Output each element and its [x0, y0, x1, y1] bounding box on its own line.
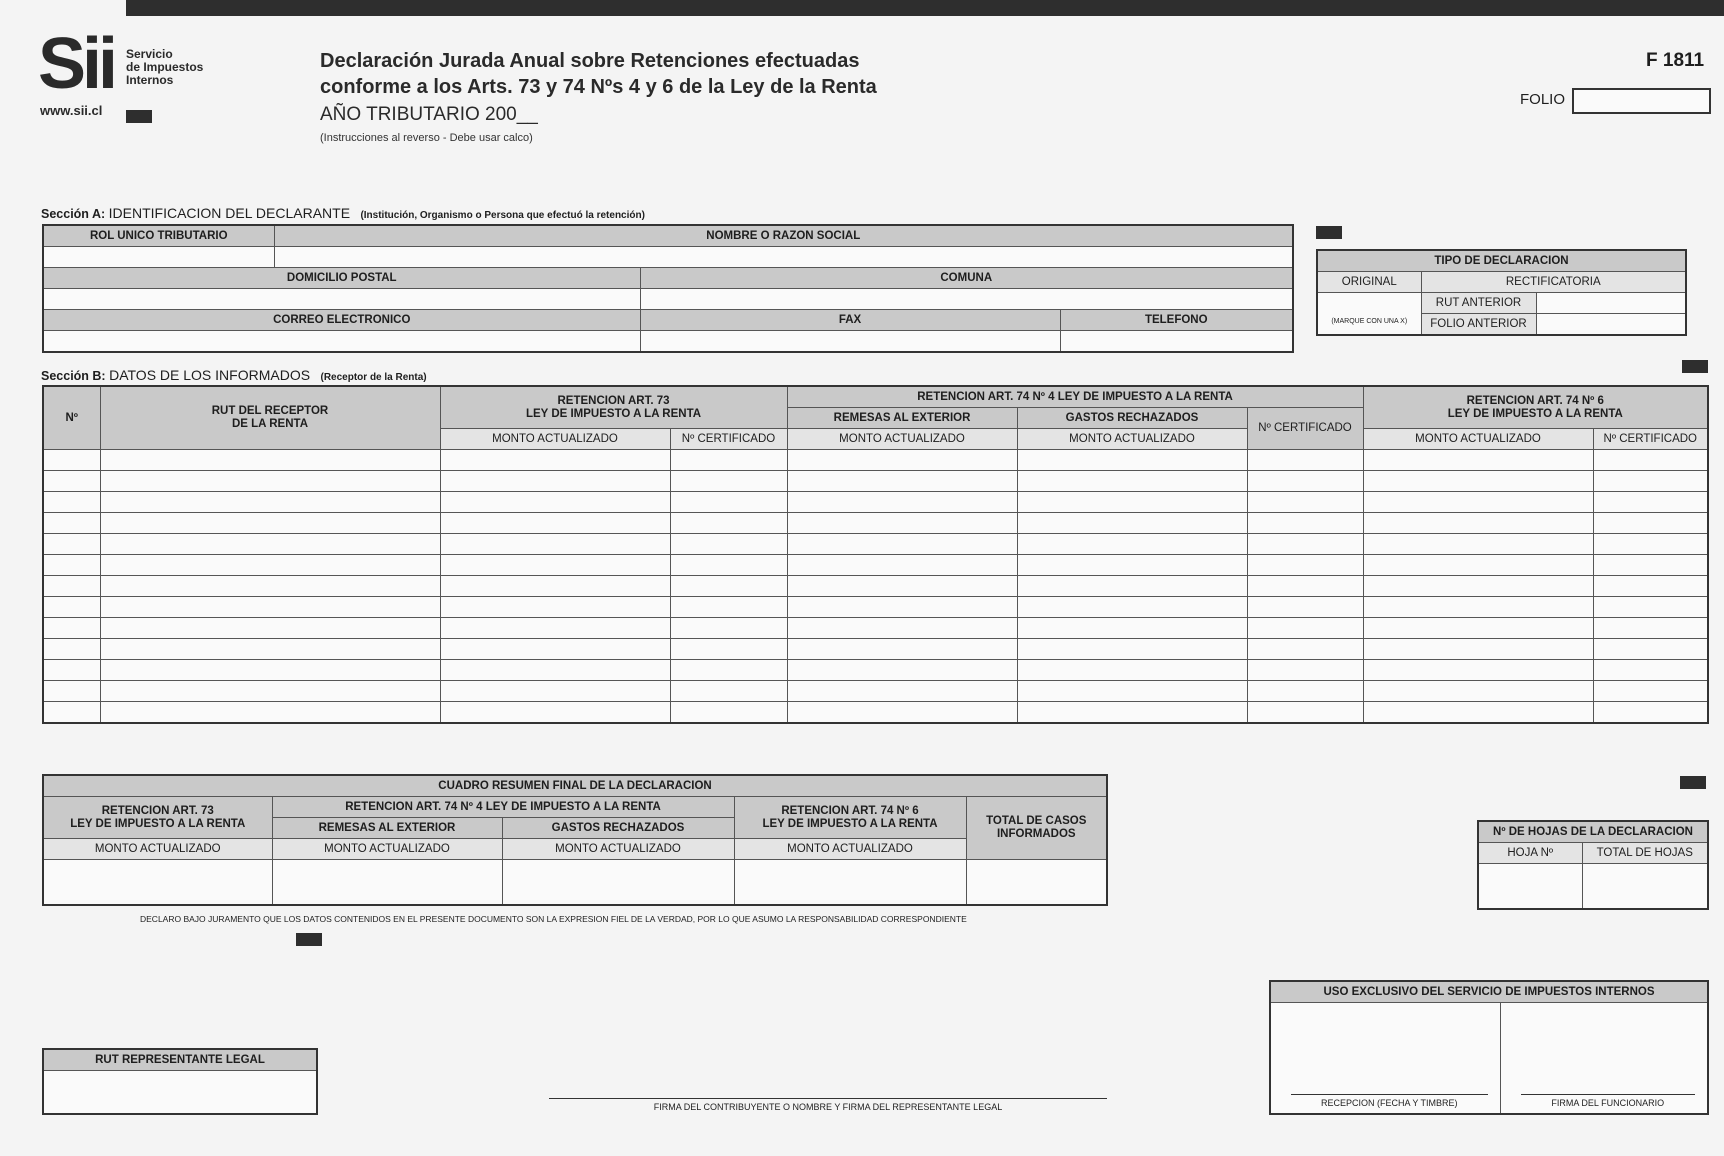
rectificatoria-label: RECTIFICATORIA: [1421, 272, 1686, 293]
rut-field[interactable]: [43, 247, 274, 268]
ret74-4-certificado-cell[interactable]: [1247, 576, 1363, 597]
table-row: [43, 555, 1708, 576]
name-label: NOMBRE O RAZON SOCIAL: [274, 225, 1293, 247]
gastos-monto-cell[interactable]: [1017, 492, 1247, 513]
registration-mark: [1682, 360, 1708, 373]
section-a-heading: Sección A: IDENTIFICACION DEL DECLARANTE (Institución, Organismo o Persona que efectuó la retención): [41, 205, 645, 221]
agency-name: Servicio de Impuestos Internos: [126, 47, 204, 87]
gastos-monto-cell[interactable]: [1017, 618, 1247, 639]
legal-rep-field[interactable]: [43, 1071, 317, 1115]
name-field[interactable]: [274, 247, 1293, 268]
summary-ret74-6-header: RETENCION ART. 74 Nº 6 LEY DE IMPUESTO A LA RENTA: [734, 797, 966, 839]
ret73-certificado-cell[interactable]: [670, 492, 787, 513]
ret74-6-monto-cell[interactable]: [1363, 702, 1593, 724]
declaration-type-title: TIPO DE DECLARACION: [1317, 250, 1686, 272]
rut-receptor-cell[interactable]: [100, 681, 440, 702]
rut-receptor-cell[interactable]: [100, 618, 440, 639]
ret74-6-certificado-cell[interactable]: [1593, 555, 1708, 576]
ret73-monto-cell[interactable]: [440, 660, 670, 681]
ret73-certificado-cell[interactable]: [670, 513, 787, 534]
ret74-6-monto-cell[interactable]: [1363, 576, 1593, 597]
fax-label: FAX: [640, 310, 1060, 331]
remesas-monto-cell[interactable]: [787, 660, 1017, 681]
summary-monto-header: MONTO ACTUALIZADO: [43, 839, 272, 860]
remesas-monto-cell[interactable]: [787, 492, 1017, 513]
row-number-cell[interactable]: [43, 576, 100, 597]
ret74-6-monto-cell[interactable]: [1363, 555, 1593, 576]
certificado-header: Nº CERTIFICADO: [1593, 429, 1708, 450]
remesas-monto-cell[interactable]: [787, 513, 1017, 534]
folio-field[interactable]: [1572, 88, 1711, 114]
sii-url: www.sii.cl: [40, 103, 103, 118]
monto-header: MONTO ACTUALIZADO: [1363, 429, 1593, 450]
remesas-monto-cell[interactable]: [787, 576, 1017, 597]
registration-mark: [126, 110, 152, 123]
row-number-cell[interactable]: [43, 513, 100, 534]
ret74-4-certificado-cell[interactable]: [1247, 618, 1363, 639]
rut-receptor-cell[interactable]: [100, 555, 440, 576]
ret74-6-monto-cell[interactable]: [1363, 471, 1593, 492]
ret74-6-monto-cell[interactable]: [1363, 534, 1593, 555]
sheets-table: [1477, 820, 1709, 910]
gastos-monto-cell[interactable]: [1017, 702, 1247, 724]
recipients-table: [42, 385, 1709, 724]
rut-receptor-cell[interactable]: [100, 471, 440, 492]
rut-receptor-cell[interactable]: [100, 660, 440, 681]
ret73-monto-cell[interactable]: [440, 702, 670, 724]
email-field[interactable]: [43, 331, 640, 353]
ret73-header: RETENCION ART. 73 LEY DE IMPUESTO A LA RENTA: [440, 386, 787, 429]
remesas-monto-cell[interactable]: [787, 534, 1017, 555]
mark-hint: (MARQUE CON UNA X): [1331, 318, 1408, 325]
ret74-6-certificado-cell[interactable]: [1593, 576, 1708, 597]
sheets-title: Nº DE HOJAS DE LA DECLARACION: [1478, 821, 1708, 843]
gastos-monto-cell[interactable]: [1017, 597, 1247, 618]
table-row: [43, 492, 1708, 513]
sheet-num-label: HOJA Nº: [1478, 843, 1582, 864]
comuna-field[interactable]: [640, 289, 1293, 310]
ret74-6-certificado-cell[interactable]: [1593, 471, 1708, 492]
ret74-6-certificado-cell[interactable]: [1593, 534, 1708, 555]
ret73-certificado-cell[interactable]: [670, 576, 787, 597]
ret74-4-certificado-cell[interactable]: [1247, 639, 1363, 660]
ret74-6-certificado-cell[interactable]: [1593, 450, 1708, 471]
instructions-note: (Instrucciones al reverso - Debe usar calco): [320, 132, 533, 144]
ret73-monto-cell[interactable]: [440, 534, 670, 555]
ret74-6-certificado-cell[interactable]: [1593, 618, 1708, 639]
ret73-monto-cell[interactable]: [440, 555, 670, 576]
rut-label: ROL UNICO TRIBUTARIO: [43, 225, 274, 247]
ret74-4-certificado-cell[interactable]: [1247, 597, 1363, 618]
ret73-monto-cell[interactable]: [440, 513, 670, 534]
certificado-header: Nº CERTIFICADO: [670, 429, 787, 450]
gastos-header: GASTOS RECHAZADOS: [1017, 408, 1247, 429]
row-number-cell[interactable]: [43, 555, 100, 576]
registration-mark: [1680, 776, 1706, 789]
ret74-6-certificado-cell[interactable]: [1593, 492, 1708, 513]
top-bar: [126, 0, 1724, 16]
total-sheets-field[interactable]: [1582, 864, 1708, 910]
gastos-monto-cell[interactable]: [1017, 555, 1247, 576]
fax-field[interactable]: [640, 331, 1060, 353]
ret73-monto-cell[interactable]: [440, 618, 670, 639]
remesas-monto-cell[interactable]: [787, 597, 1017, 618]
remesas-header: REMESAS AL EXTERIOR: [787, 408, 1017, 429]
row-number-cell[interactable]: [43, 681, 100, 702]
section-b-heading: Sección B: DATOS DE LOS INFORMADOS (Receptor de la Renta): [41, 367, 427, 383]
remesas-monto-cell[interactable]: [787, 555, 1017, 576]
rut-receptor-cell[interactable]: [100, 639, 440, 660]
ret73-certificado-cell[interactable]: [670, 597, 787, 618]
summary-remesas-field[interactable]: [272, 860, 502, 906]
official-signature-label: FIRMA DEL FUNCIONARIO: [1521, 1094, 1696, 1113]
rut-receptor-cell[interactable]: [100, 576, 440, 597]
registration-mark: [1316, 226, 1342, 239]
row-number-cell[interactable]: [43, 471, 100, 492]
declarant-table: [42, 224, 1294, 353]
row-number-cell[interactable]: [43, 702, 100, 724]
remesas-monto-cell[interactable]: [787, 681, 1017, 702]
monto-header: MONTO ACTUALIZADO: [440, 429, 670, 450]
reception-field[interactable]: [1270, 1003, 1500, 1115]
ret74-4-certificado-cell[interactable]: [1247, 492, 1363, 513]
legal-rep-label: RUT REPRESENTANTE LEGAL: [43, 1049, 317, 1071]
gastos-monto-cell[interactable]: [1017, 639, 1247, 660]
ret73-certificado-cell[interactable]: [670, 639, 787, 660]
ret74-6-certificado-cell[interactable]: [1593, 513, 1708, 534]
ret73-certificado-cell[interactable]: [670, 618, 787, 639]
ret74-4-certificado-cell[interactable]: [1247, 660, 1363, 681]
remesas-monto-cell[interactable]: [787, 702, 1017, 724]
ret74-6-certificado-cell[interactable]: [1593, 660, 1708, 681]
ret73-monto-cell[interactable]: [440, 597, 670, 618]
gastos-monto-cell[interactable]: [1017, 513, 1247, 534]
rut-receptor-cell[interactable]: [100, 534, 440, 555]
tax-year: AÑO TRIBUTARIO 200__: [320, 104, 538, 125]
ret73-monto-cell[interactable]: [440, 492, 670, 513]
legal-rep-table: [42, 1048, 318, 1115]
remesas-monto-cell[interactable]: [787, 471, 1017, 492]
ret74-6-certificado-cell[interactable]: [1593, 681, 1708, 702]
ret73-monto-cell[interactable]: [440, 471, 670, 492]
ret73-certificado-cell[interactable]: [670, 450, 787, 471]
ret74-6-certificado-cell[interactable]: [1593, 639, 1708, 660]
monto-header: MONTO ACTUALIZADO: [787, 429, 1017, 450]
remesas-monto-cell[interactable]: [787, 618, 1017, 639]
summary-table: [42, 774, 1108, 906]
summary-ret74-4-header: RETENCION ART. 74 Nº 4 LEY DE IMPUESTO A LA RENTA: [272, 797, 734, 818]
row-number-cell[interactable]: [43, 492, 100, 513]
address-field[interactable]: [43, 289, 640, 310]
row-number-cell[interactable]: [43, 534, 100, 555]
table-row: [43, 471, 1708, 492]
ret73-monto-cell[interactable]: [440, 681, 670, 702]
ret73-certificado-cell[interactable]: [670, 681, 787, 702]
ret74-4-certificado-cell[interactable]: [1247, 513, 1363, 534]
signature-line[interactable]: [549, 1098, 1107, 1099]
certificado-header: Nº CERTIFICADO: [1247, 408, 1363, 450]
table-row: [43, 639, 1708, 660]
summary-gastos-field[interactable]: [502, 860, 734, 906]
table-row: [43, 576, 1708, 597]
address-label: DOMICILIO POSTAL: [43, 268, 640, 289]
ret74-6-monto-cell[interactable]: [1363, 597, 1593, 618]
rut-anterior-label: RUT ANTERIOR: [1421, 293, 1536, 314]
ret74-6-header: RETENCION ART. 74 Nº 6 LEY DE IMPUESTO A LA RENTA: [1363, 386, 1708, 429]
rut-anterior-field[interactable]: [1536, 293, 1686, 314]
total-sheets-label: TOTAL DE HOJAS: [1582, 843, 1708, 864]
ret74-4-certificado-cell[interactable]: [1247, 681, 1363, 702]
sheet-num-field[interactable]: [1478, 864, 1582, 910]
ret73-monto-cell[interactable]: [440, 639, 670, 660]
remesas-monto-cell[interactable]: [787, 639, 1017, 660]
table-row: [43, 702, 1708, 724]
ret74-6-monto-cell[interactable]: [1363, 450, 1593, 471]
table-row: [43, 597, 1708, 618]
ret73-monto-cell[interactable]: [440, 450, 670, 471]
ret74-4-certificado-cell[interactable]: [1247, 555, 1363, 576]
ret74-6-certificado-cell[interactable]: [1593, 702, 1708, 724]
ret73-certificado-cell[interactable]: [670, 702, 787, 724]
phone-field[interactable]: [1060, 331, 1293, 353]
rut-receptor-cell[interactable]: [100, 450, 440, 471]
declaration-type-table: [1316, 249, 1687, 336]
num-header: Nº: [43, 386, 100, 450]
summary-ret73-field[interactable]: [43, 860, 272, 906]
rut-receptor-header: RUT DEL RECEPTOR DE LA RENTA: [100, 386, 440, 450]
row-number-cell[interactable]: [43, 450, 100, 471]
reception-label: RECEPCION (FECHA Y TIMBRE): [1291, 1094, 1488, 1113]
oath-statement: DECLARO BAJO JURAMENTO QUE LOS DATOS CONTENIDOS EN EL PRESENTE DOCUMENTO SON LA EXPRESION FIEL DE LA VERDAD, POR LO QUE ASUMO LA RESPONSABILIDAD CORRESPONDIENTE: [140, 914, 967, 924]
ret74-4-certificado-cell[interactable]: [1247, 450, 1363, 471]
email-label: CORREO ELECTRONICO: [43, 310, 640, 331]
folio-anterior-label: FOLIO ANTERIOR: [1421, 314, 1536, 336]
table-row: [43, 618, 1708, 639]
sii-use-table: [1269, 980, 1709, 1115]
ret73-certificado-cell[interactable]: [670, 534, 787, 555]
gastos-monto-cell[interactable]: [1017, 660, 1247, 681]
table-row: [43, 450, 1708, 471]
ret74-6-monto-cell[interactable]: [1363, 681, 1593, 702]
form-number: F 1811: [1646, 50, 1705, 71]
ret74-4-certificado-cell[interactable]: [1247, 471, 1363, 492]
table-row: [43, 513, 1708, 534]
monto-header: MONTO ACTUALIZADO: [1017, 429, 1247, 450]
ret73-certificado-cell[interactable]: [670, 471, 787, 492]
rut-receptor-cell[interactable]: [100, 702, 440, 724]
ret73-certificado-cell[interactable]: [670, 660, 787, 681]
ret74-6-monto-cell[interactable]: [1363, 492, 1593, 513]
ret74-4-certificado-cell[interactable]: [1247, 702, 1363, 724]
folio-anterior-field[interactable]: [1536, 314, 1686, 336]
ret74-6-monto-cell[interactable]: [1363, 513, 1593, 534]
table-row: [43, 660, 1708, 681]
official-signature-field[interactable]: [1500, 1003, 1708, 1115]
ret74-6-monto-cell[interactable]: [1363, 660, 1593, 681]
summary-title: CUADRO RESUMEN FINAL DE LA DECLARACION: [43, 775, 1107, 797]
gastos-monto-cell[interactable]: [1017, 681, 1247, 702]
summary-remesas-header: REMESAS AL EXTERIOR: [272, 818, 502, 839]
summary-gastos-header: GASTOS RECHAZADOS: [502, 818, 734, 839]
registration-mark: [296, 933, 322, 946]
summary-monto-header: MONTO ACTUALIZADO: [272, 839, 502, 860]
form-title: Declaración Jurada Anual sobre Retenciones efectuadas conforme a los Arts. 73 y 74 Nºs 4 y 6 de la Ley de la Renta: [320, 50, 877, 98]
ret74-4-certificado-cell[interactable]: [1247, 534, 1363, 555]
ret73-certificado-cell[interactable]: [670, 555, 787, 576]
summary-monto-header: MONTO ACTUALIZADO: [734, 839, 966, 860]
rut-receptor-cell[interactable]: [100, 513, 440, 534]
gastos-monto-cell[interactable]: [1017, 471, 1247, 492]
row-number-cell[interactable]: [43, 618, 100, 639]
ret74-4-header: RETENCION ART. 74 Nº 4 LEY DE IMPUESTO A LA RENTA: [787, 386, 1363, 408]
folio-label: FOLIO: [1520, 91, 1566, 108]
table-row: [43, 534, 1708, 555]
summary-total-field[interactable]: [966, 860, 1107, 906]
summary-monto-header: MONTO ACTUALIZADO: [502, 839, 734, 860]
table-row: [43, 681, 1708, 702]
ret73-monto-cell[interactable]: [440, 576, 670, 597]
sii-logo: Sii: [38, 24, 115, 104]
phone-label: TELEFONO: [1060, 310, 1293, 331]
signature-label: FIRMA DEL CONTRIBUYENTE O NOMBRE Y FIRMA DEL REPRESENTANTE LEGAL: [653, 1102, 1003, 1112]
summary-total-header: TOTAL DE CASOS INFORMADOS: [966, 797, 1107, 860]
ret74-6-monto-cell[interactable]: [1363, 639, 1593, 660]
sii-use-title: USO EXCLUSIVO DEL SERVICIO DE IMPUESTOS INTERNOS: [1270, 981, 1708, 1003]
gastos-monto-cell[interactable]: [1017, 450, 1247, 471]
summary-ret73-header: RETENCION ART. 73 LEY DE IMPUESTO A LA RENTA: [43, 797, 272, 839]
row-number-cell[interactable]: [43, 597, 100, 618]
row-number-cell[interactable]: [43, 660, 100, 681]
rut-receptor-cell[interactable]: [100, 492, 440, 513]
ret74-6-monto-cell[interactable]: [1363, 618, 1593, 639]
row-number-cell[interactable]: [43, 639, 100, 660]
original-checkbox[interactable]: [1317, 293, 1421, 336]
remesas-monto-cell[interactable]: [787, 450, 1017, 471]
summary-ret74-6-field[interactable]: [734, 860, 966, 906]
ret74-6-certificado-cell[interactable]: [1593, 597, 1708, 618]
rut-receptor-cell[interactable]: [100, 597, 440, 618]
original-label: ORIGINAL: [1317, 272, 1421, 293]
gastos-monto-cell[interactable]: [1017, 576, 1247, 597]
gastos-monto-cell[interactable]: [1017, 534, 1247, 555]
comuna-label: COMUNA: [640, 268, 1293, 289]
